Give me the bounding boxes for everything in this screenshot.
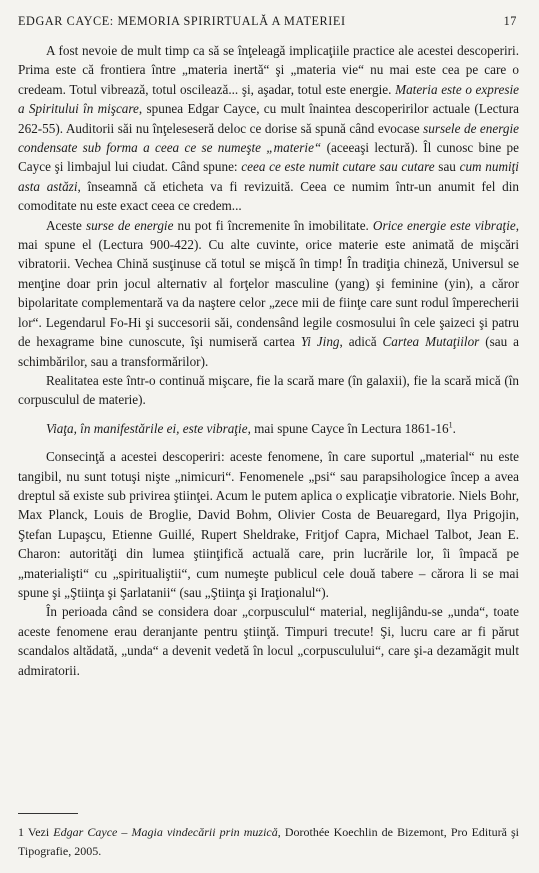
text-run: , înseamnă că eticheta va fi revizuită. Ceea ce numim într-un anumit fel din comoditate nu este exact ceea ce credem... (18, 178, 519, 214)
italic-text: Orice energie este vibraţie (372, 217, 516, 233)
paragraph-1 (18, 41, 519, 216)
text-run: , mai spune el (Lectura 900-422). Cu alte cuvinte, orice materie este animată de mişcări vibratorii. Vechea Chină susţinuse că totul se mişcă în timp! În tradiţia chineză, Universul se menţine doar prin jocul alternativ al forţelor masculine (yang) şi feminine (yin), a căror bipolaritate complementară va da naştere celor „zece mii de fiinţe care sunt rodul împerecherii lor“. Legendarul Fo-Hi şi succesorii săi, condensând legile cosmosului în cele şaizeci şi patru de hexagrame bine cunoscute, îşi numiseră cartea (18, 217, 520, 350)
text-run: (sau a schimbărilor, sau a transformărilor). (18, 334, 520, 369)
italic-text: ceea ce este numit cutare sau cutare (241, 159, 435, 175)
running-header (18, 14, 517, 34)
text-run: Consecinţă a acestei descoperiri: aceste fenomene, în care suportul „material“ nu este tangibil, nu sunt totuşi nişte „nimicuri“. Fenomenele „psi“ sau parapsihologice încep a avea dreptul să existe sub privirea ştiinţei. Acum le putem aplica o explicaţie vibratorie. Niels Bohr, Max Planck, Louis de Broglie, David Bohm, Olivier Costa de Beuaregard, Ilya Prigojin, Ştefan Lupaşcu, Etienne Guillé, Rupert Sheldrake, Fritjof Capra, Michael Talbot, Jean E. Charon: autorităţi din lumea ştiinţifică actuală care, prin lucrările lor, îi împacă pe „materialişti“ cu „spiritualiştii“, cum numeşte publicul cele două tabere – cărora li se mai spune şi „Ştiinţa şi Şarlatanii“ (sau „Ştiinţa şi Iraţionalul“). (18, 449, 519, 600)
footnote-ref: 1 (448, 420, 453, 430)
text-run: , mai spune Cayce în Lectura 1861-16 (247, 420, 449, 436)
footnote-divider (18, 813, 78, 814)
text-run: . (452, 420, 456, 436)
paragraph-6 (18, 602, 519, 680)
italic-text: Cartea Mutaţiilor (382, 334, 480, 350)
page-number: 17 (503, 14, 517, 28)
paragraph-4 (18, 419, 519, 438)
body-text (18, 41, 519, 680)
italic-text: Materia este o expresie a Spiritului în mişcare (18, 81, 519, 117)
text-run: nu pot fi încremenite în imobilitate. (173, 217, 373, 233)
text-run: În perioada când se considera doar „corpusculul“ material, neglijându-se „unda“, toate aceste fenomene erau deranjante pentru ştiinţă. Timpuri trecute! Şi, lucru care ar fi părut scandalos altădată, „unda“ a devenit vedetă în locul „corpusculului“, care şi-a dezamăgit mult admiratorii. (18, 604, 519, 678)
text-run: , adică (339, 334, 383, 350)
italic-text: Yi Jing (300, 334, 340, 350)
italic-text: cum numiţi asta astăzi (18, 159, 519, 194)
text-run: Aceste (46, 217, 86, 233)
text-run: , Dorothée Koechlin de Bizemont, Pro Editură şi Tipografie, 2005. (18, 825, 519, 858)
running-title: EDGAR CAYCE: MEMORIA SPIRIRTUALĂ A MATERIEI (18, 14, 346, 28)
italic-text: surse de energie (85, 217, 174, 233)
italic-text: Viaţa, în manifestările ei, este vibraţie (46, 420, 248, 436)
text-run: 1 Vezi (18, 825, 54, 839)
paragraph-3 (18, 371, 519, 410)
text-run: , spunea Edgar Cayce, cu mult înaintea descoperirilor actuale (Lectura 262-55). Auditorii săi nu înţeleseseră deloc ce dorise să spună când evocase (18, 101, 519, 136)
footnote-text (18, 823, 519, 860)
text-run: sau (434, 159, 460, 175)
italic-text: sursele de energie condensate sub forma a ceea ce se numeşte „materie“ (18, 120, 519, 156)
text-run: (aceeaşi lectură). Îl cunosc bine pe Cayce şi limbajul lui ciudat. Când spune: (18, 140, 519, 175)
text-run: Realitatea este într-o continuă mişcare, fie la scară mare (în galaxii), fie la scară mică (în corpusculul de materie). (18, 372, 519, 408)
text-run: A fost nevoie de mult timp ca să se înţeleagă implicaţiile practice ale acestei descoperiri. Prima este că frontiera între „materia inertă“ şi „materia vie“ nu mai este cea pe care o credeam. Totul vibrează, totul oscilează... şi, aşadar, totul este energie. (18, 43, 519, 97)
italic-text: Edgar Cayce – Magia vindecării prin muzică (53, 825, 278, 839)
paragraph-2 (18, 216, 519, 371)
footnote (18, 823, 519, 860)
paragraph-5 (18, 447, 519, 602)
